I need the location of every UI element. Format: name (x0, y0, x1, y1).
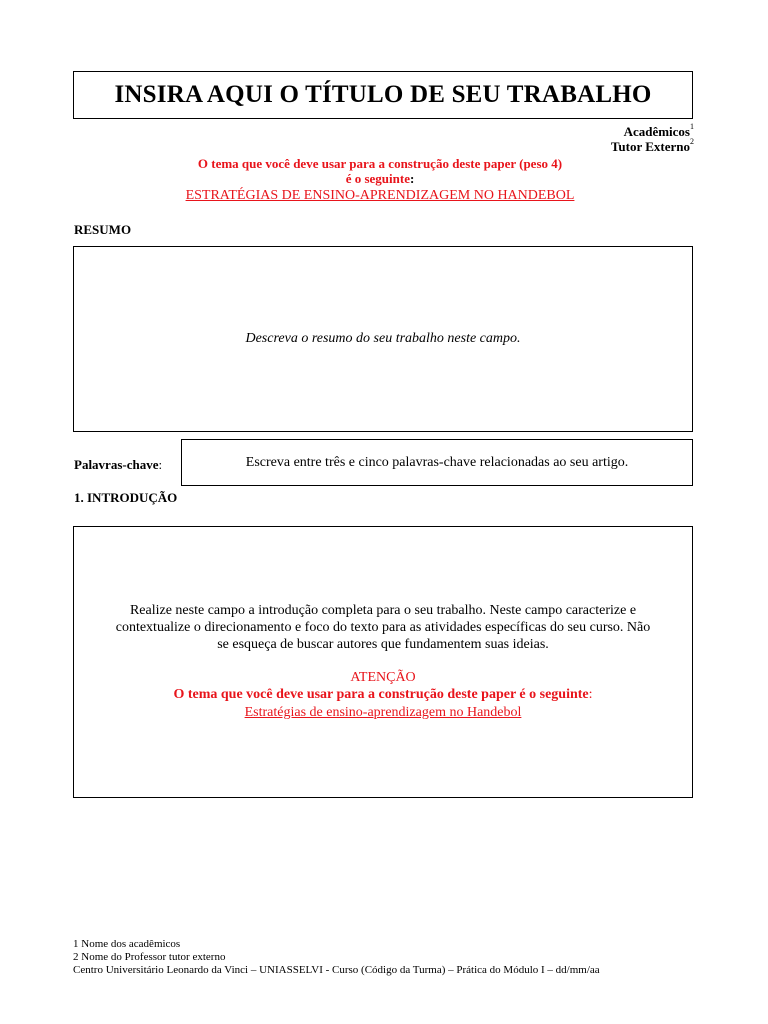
academicos-label: Acadêmicos (623, 124, 690, 139)
footnote-mark-2: 2 (690, 137, 694, 146)
tutor-label: Tutor Externo (610, 139, 690, 154)
tema-line-1: O tema que você deve usar para a construção deste paper (peso 4) (197, 156, 563, 171)
keywords-colon: : (158, 457, 163, 472)
footnote-mark-1: 1 (690, 122, 694, 131)
intro-tema-line (74, 687, 692, 703)
tema-line-2-text: é o seguinte (345, 171, 410, 186)
tema-topic-link[interactable]: ESTRATÉGIAS DE ENSINO-APRENDIZAGEM NO HANDEBOL (185, 188, 575, 203)
footer-institution: Centro Universitário Leonardo da Vinci – UNIASSELVI - Curso (Código da Turma) – Prática do Módulo I – dd/mm/aa (73, 964, 600, 976)
authors-tutor (611, 139, 694, 155)
keywords-field[interactable] (181, 439, 693, 486)
intro-topic-link[interactable]: Estratégias de ensino-aprendizagem no Handebol (244, 705, 522, 720)
keywords-label: Palavras-chave (74, 457, 159, 472)
intro-field[interactable] (73, 526, 693, 798)
intro-tema-colon: : (588, 687, 593, 702)
intro-instructions (74, 602, 692, 653)
intro-heading: 1. INTRODUÇÃO (74, 490, 178, 505)
intro-line-3: se esqueça de buscar autores que fundamentem suas ideias. (217, 637, 549, 652)
footnote-1: 1 Nome dos acadêmicos (73, 938, 181, 950)
intro-atencao: ATENÇÃO (350, 670, 416, 685)
resumo-field[interactable] (73, 246, 693, 432)
intro-line-1: Realize neste campo a introdução completa para o seu trabalho. Neste campo caracterize e (129, 603, 637, 618)
resumo-placeholder: Descreva o resumo do seu trabalho neste campo. (245, 331, 521, 346)
tema-colon: : (409, 171, 415, 186)
intro-tema-text: O tema que você deve usar para a construção deste paper é o seguinte (173, 687, 589, 702)
keywords-label-row (74, 457, 162, 473)
resumo-heading: RESUMO (74, 222, 132, 237)
footnote-2: 2 Nome do Professor tutor externo (73, 951, 226, 963)
keywords-placeholder: Escreva entre três e cinco palavras-chave relacionadas ao seu artigo. (245, 455, 629, 470)
title-box (73, 71, 693, 119)
page-title: INSIRA AQUI O TÍTULO DE SEU TRABALHO (114, 81, 652, 108)
intro-line-2: contextualize o direcionamento e foco do texto para as atividades específicas do seu curso. Não (115, 620, 651, 635)
tema-line-2 (80, 171, 680, 187)
authors-academicos (624, 124, 694, 140)
